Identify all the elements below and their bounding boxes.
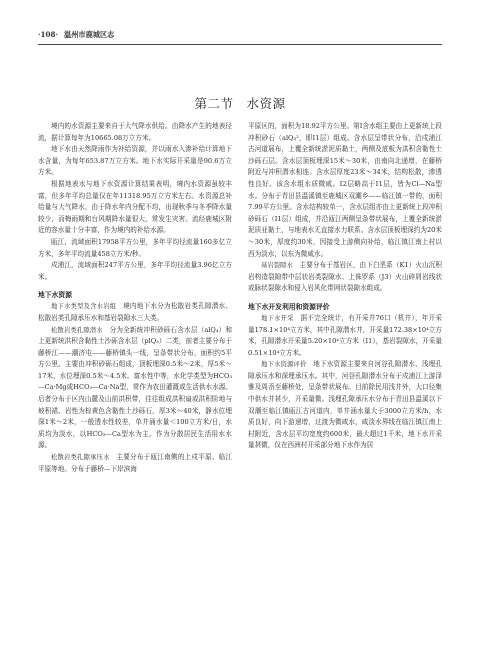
paragraph — [38, 452, 232, 475]
page-header — [38, 30, 442, 40]
paragraph: 瓯江，流域面积17958平方公里，多年平均径流量160多亿立方米，多年平均流量458立方米/秒。 — [38, 237, 232, 258]
lead-term: 地下水资源评价 — [261, 361, 307, 369]
paragraph-text: 境内地下水分为松散岩类孔隙潜水、松散岩类孔隙承压水和基岩裂隙水三大类。 — [38, 302, 233, 322]
paragraph: 地下水由天然降雨作为补给资源，并以雨水入渗补给计算地下水含量，为每年653.87万立方米。地下水实际开采量是90.6万立方米。 — [38, 145, 232, 177]
paragraph-text: 分为全新统冲积砂砾石含水层（alQ₄）和上更新统洪积含黏性土沙砾含水层（plQ₃）二类，前者主要分布于藤桥江——潮济屯——藤桥镇头一线，呈条带状分布，面积约5平方公里。主要由冲积砂砾石组成，顶板埋深0.5米～2米，厚5米～17米，水位埋深0.5米～4.5米。富水性中等，水化学类型为HCO₃—Ca·Mg或HCO₃—Ca·Na型，常作为农田灌溉或生活供水水源。后者分布于区内山麓及山前洪积带，往往组成洪积扇或洪积阶地与坡积裙、岩性为棕黄色含黏性土沙砾石，厚3米～40米，静水位埋深1米～2米，一般透水性较差，单井涌水量＜100立方米/日，水质均为淡水，以HCO₃—Ca型水为主。作为分散居民生活用水水源。 — [38, 325, 233, 450]
paragraph — [248, 359, 442, 452]
section-title: 第二节 水资源 — [194, 96, 286, 111]
header-rule — [38, 44, 442, 45]
paragraph-text: 地下水资源主要来自河谷孔隙潜水、浅埋孔隙承压水和深埋承压水。其中，河谷孔隙潜水分布于戍浦江上游泽雅及周岙至藤桥处，呈条带状展布。目前除民用浅井外，大口径集中供水井甚少，开采量微。浅埋孔隙承压水分布于青田县温溪以下双潮至临江镇瓯江古河道内，单井涌水量大于3000立方米/h，水质良好，向下游递增，过渡为微咸水，咸淡水界线在临江镇江南上村附近，含水层平均宽度约600米，最大超过1千米，地下水开采量甚微，仅在西洲村开采部分地下水作为居 — [248, 360, 443, 450]
lead-term: 松散岩类孔隙潜水 — [51, 326, 103, 334]
lead-term: 基岩裂隙水 — [261, 262, 293, 270]
paragraph — [38, 325, 232, 453]
heading-development: 地下水开发利用和资源评价 — [248, 302, 330, 311]
left-column — [38, 121, 232, 475]
paragraph-text: 主要分布于基岩区，由下白垩系（K1）火山沉积岩构造裂隙带中层状岩类裂隙水、上侏罗系（J3）火山碎屑岩线状或脉状裂隙水和侵入岩风化带网状裂隙水组成。 — [248, 261, 443, 293]
paragraph: 平原区的，面积为18.92平方公里。第Ⅰ含水组主要由上更新统上段冲积砂石（alQ₃²，即Ⅰ1层）组成。含水层呈带状分布，沿戍浦江古河道展布，上覆全新统淤泥质黏土，两侧及底板为洪积含黏性土沙砾石层。含水层顶板埋深15米～30米，由南向北递增，在藤桥附近与冲积潜水相连。含水层厚度23米～34米，结构松散，渗透性良好。该含水组水质微咸。Ⅰ2层略高于Ⅰ1层，皆为Cl—Na型水。分布于青田县温溪镇至鹿城区双潮乡——临江镇一带的，面积7.99平方公里。含水结构较单一，含水层组亦由上更新统上段冲积砂砾石（Ⅰ1层）组成，并沿瓯江两侧呈条带状展布，上覆全新统淤泥质亚黏土，与地表水无直接水力联系。含水层顶板埋深约为20米～30米，厚度约30米，因接受上游侧向补给，临江镇江南上村以西为淡水，以东为微咸水。 — [248, 122, 442, 258]
paragraph-text: 据不完全统计，有开采井76口（机井），年开采量178.1×10⁴立方米，其中孔隙潜水井，开采量172.38×10⁴立方米，孔隙潜水开采量5.20×10⁴立方米（Ⅰ1），基岩裂隙水，开采量0.51×10⁴立方米。 — [248, 313, 443, 357]
lead-term: 地下水开采 — [261, 314, 294, 322]
heading-groundwater: 地下水资源 — [38, 291, 72, 300]
paragraph: 境内的水资源主要来自于大气降水供给。由降水产生的地表径流，据计算每年为10665.08万立方米。 — [38, 122, 232, 142]
lead-term: 松散岩类孔隙承压水 — [51, 454, 110, 462]
paragraph: 戍浦江，流域面积247平方公里，多年平均径流量3.96亿立方米。 — [38, 261, 232, 281]
paragraph — [38, 301, 232, 324]
page-number: ·108· — [38, 30, 59, 39]
lead-term: 地下水类型及含水岩组 — [51, 303, 117, 311]
book-title: 温州市鹿城区志 — [64, 30, 115, 39]
paragraph — [248, 313, 442, 359]
paragraph: 根据地表水与地下水资源计算结果表明，境内水资源虽较丰富，但多年平均总量仅在年11318.95万立方米左右。水资源总补给量与大气降水，由于降水年内分配不均，出现秋季与冬季降水量较少，而梅雨期和台风期降水量很大，常发生灾害。流经鹿城区附近的容水量十分丰富，作为境内的补给水源。 — [38, 179, 232, 235]
paragraph-text: 主要分布于瓯江南侧的上戍平原、临江平原等地。分布于藤桥—下岸滨海 — [38, 453, 233, 473]
right-column — [248, 121, 442, 452]
paragraph — [248, 260, 442, 295]
